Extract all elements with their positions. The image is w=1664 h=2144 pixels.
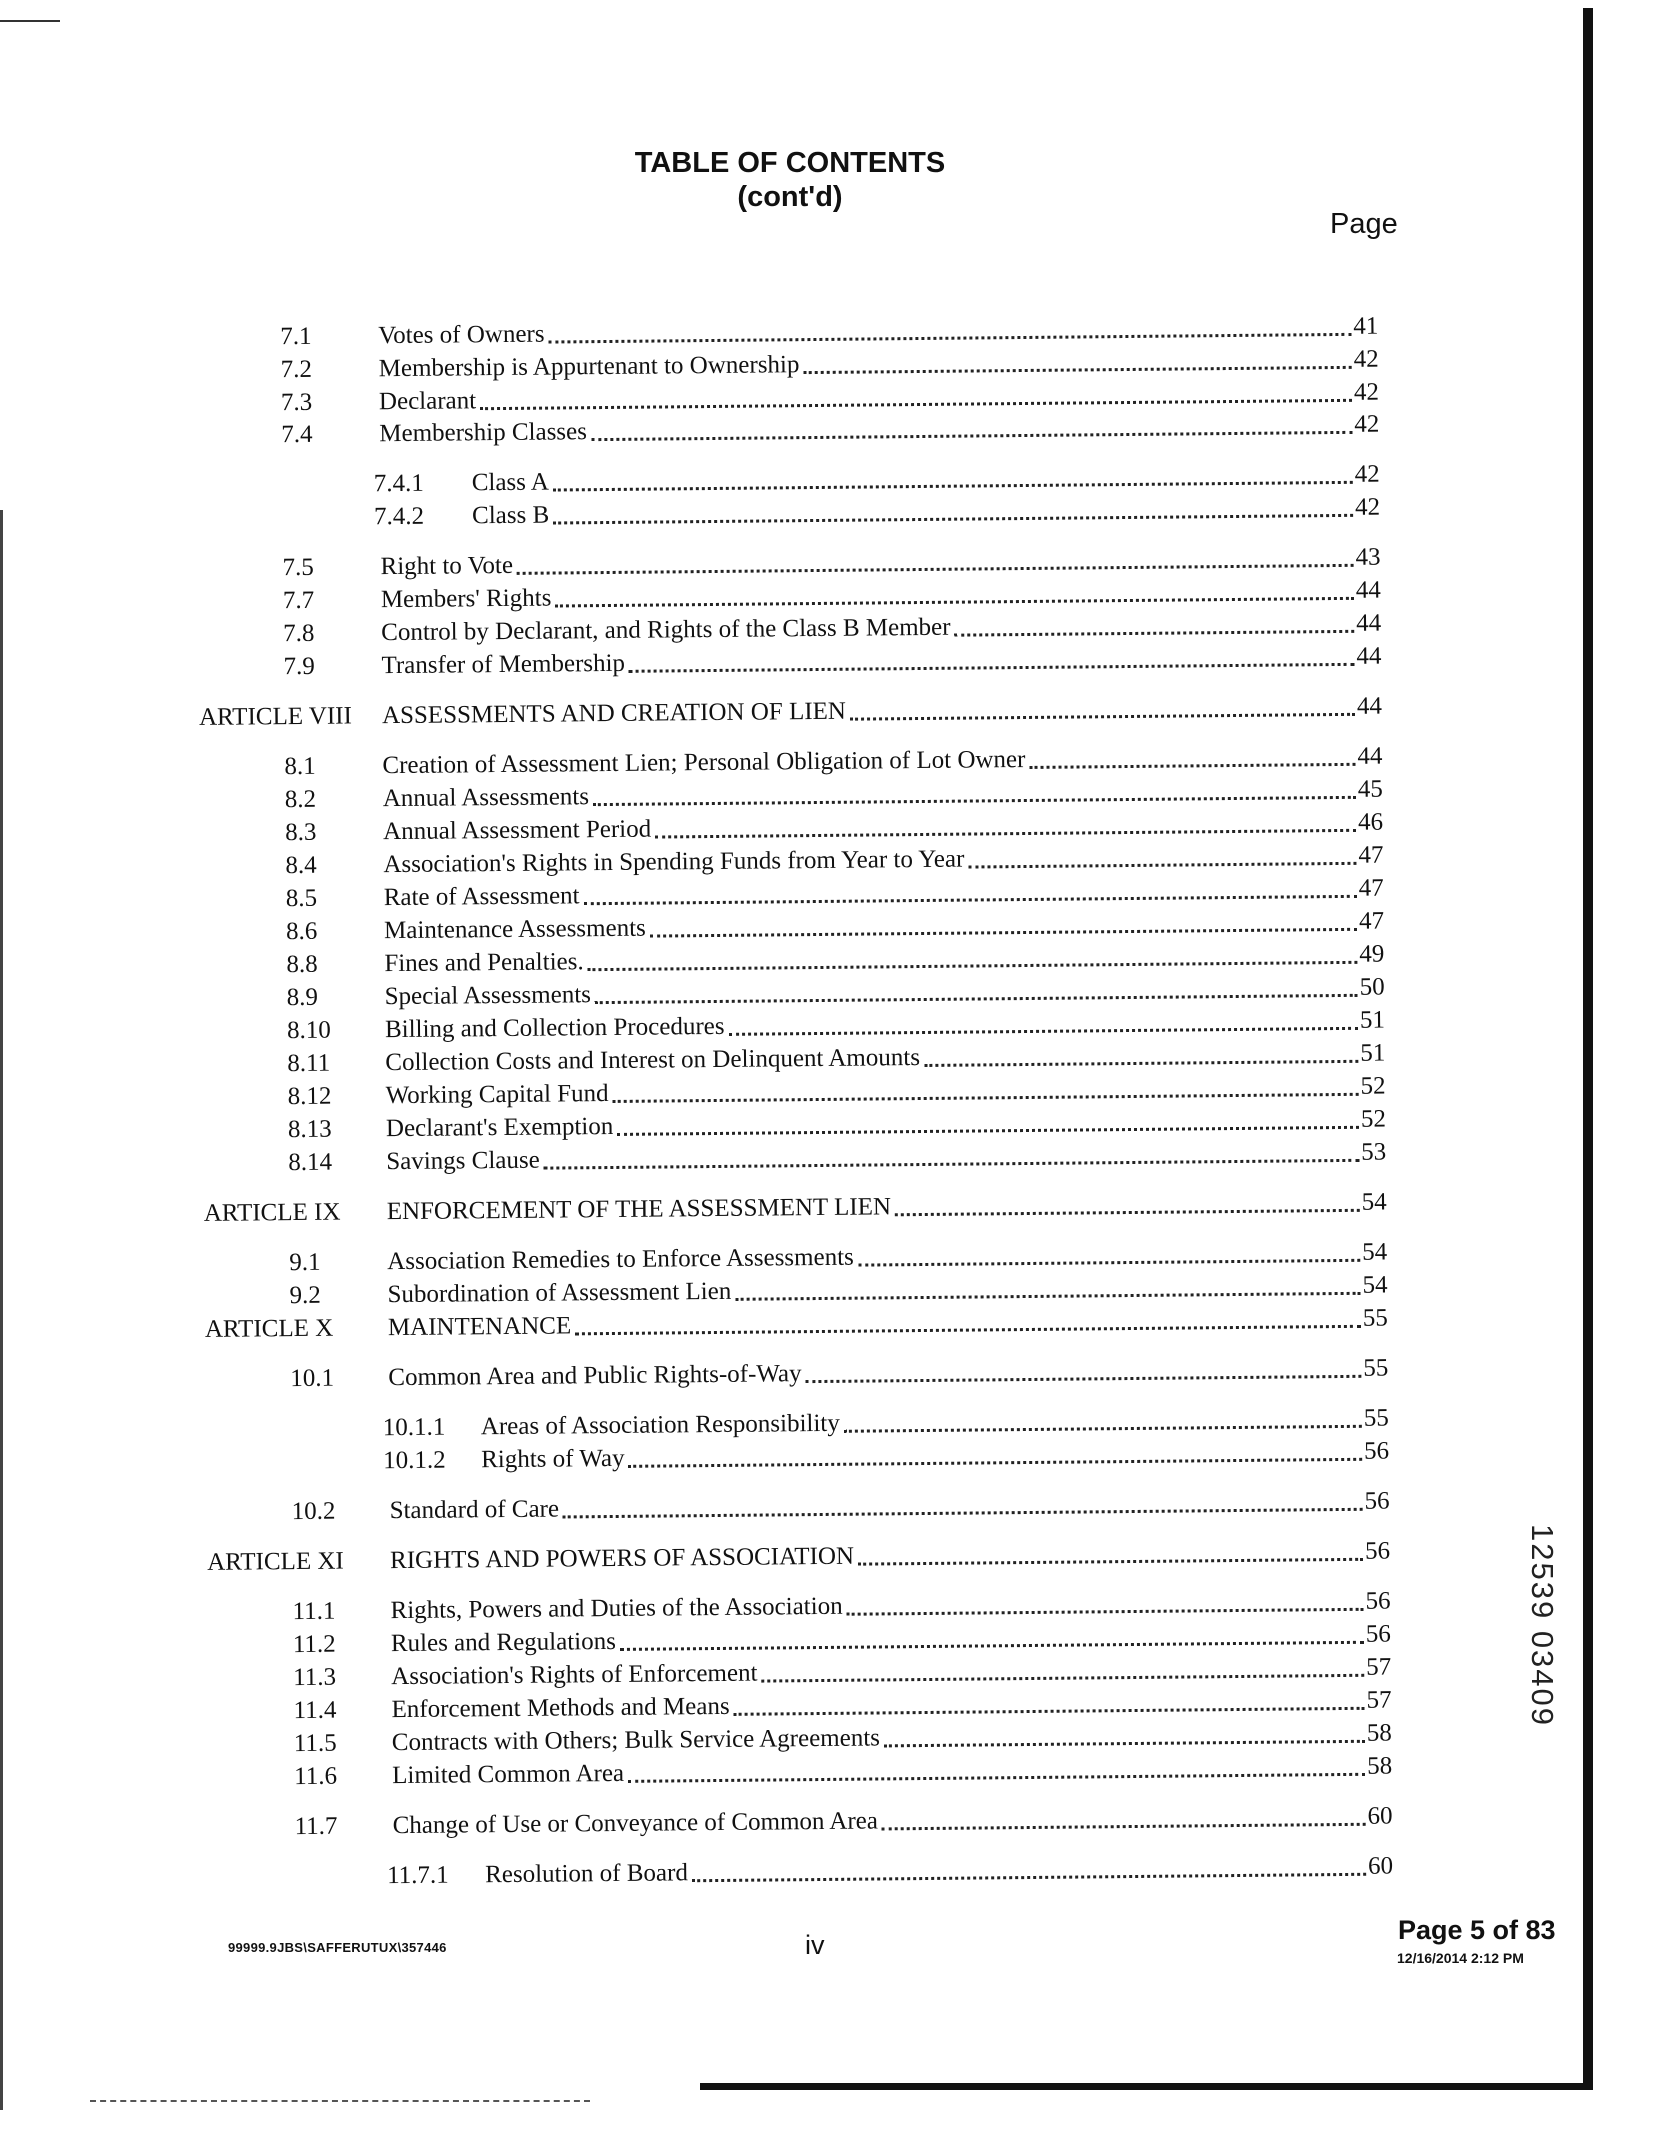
toc-leader-dots: [884, 1739, 1365, 1748]
toc-entry-number: 7.8: [283, 619, 315, 648]
toc-entry-page: 54: [1361, 1188, 1387, 1216]
toc-entry-title: Class A: [471, 468, 550, 497]
toc-entry-number: 7.5: [282, 553, 314, 582]
toc-entry: [295, 1801, 1393, 1844]
toc-entry-title: Enforcement Methods and Means: [391, 1692, 730, 1724]
toc-entry-title: Change of Use or Conveyance of Common Area: [392, 1807, 879, 1840]
toc-entry-page: 55: [1363, 1404, 1389, 1432]
toc-entry: [387, 1851, 1393, 1893]
toc-entry: [207, 1536, 1390, 1579]
toc-entry-page: 41: [1353, 312, 1379, 340]
toc-entry-title: Working Capital Fund: [385, 1080, 609, 1110]
toc-leader-dots: [563, 1507, 1363, 1519]
toc-entry-title: Declarant's Exemption: [385, 1112, 614, 1143]
toc-entry-number: 11.7: [294, 1812, 338, 1841]
toc-entry-title: Subordination of Assessment Lien: [387, 1277, 732, 1309]
toc-entry-page: 47: [1358, 874, 1384, 902]
toc-leader-dots: [850, 712, 1355, 721]
toc-entry-page: 56: [1364, 1537, 1391, 1565]
toc-entry-number: ARTICLE XI: [206, 1547, 344, 1576]
page-column-header: Page: [1330, 208, 1398, 240]
footer-timestamp: 12/16/2014 2:12 PM: [1397, 1950, 1524, 1966]
toc-entry-number: 7.3: [280, 388, 313, 417]
toc-entry-page: 51: [1360, 1039, 1386, 1067]
toc-entry-page: 58: [1366, 1752, 1393, 1780]
toc-entry: [291, 1486, 1389, 1529]
toc-leader-dots: [584, 894, 1357, 905]
toc-entry-title: Transfer of Membership: [381, 649, 626, 680]
toc-entry-title: Maintenance Assessments: [383, 914, 646, 945]
toc-leader-dots: [588, 960, 1358, 971]
toc-entry-page: 44: [1356, 642, 1382, 670]
toc-entry-number: 11.3: [293, 1663, 337, 1692]
toc-leader-dots: [549, 332, 1352, 344]
toc-entry-number: 8.13: [287, 1115, 332, 1144]
toc-entry-title: Rights, Powers and Duties of the Association: [390, 1592, 843, 1625]
toc-leader-dots: [613, 1092, 1359, 1103]
toc-leader-dots: [591, 430, 1352, 441]
toc-entry-title: Association Remedies to Enforce Assessments: [387, 1243, 854, 1276]
toc-entry-number: 10.1.1: [382, 1413, 446, 1442]
toc-leader-dots: [803, 365, 1351, 374]
toc-entry-number: 11.6: [294, 1762, 338, 1791]
toc-entry-page: 50: [1359, 973, 1385, 1001]
toc-entry-title: Fines and Penalties.: [384, 948, 584, 978]
toc-entry: [199, 691, 1382, 734]
toc-entry-number: ARTICLE VIII: [198, 702, 353, 731]
toc-leader-dots: [806, 1374, 1362, 1383]
toc-entry-page: 44: [1355, 576, 1381, 604]
toc-entry-title: Members' Rights: [380, 584, 552, 614]
toc-entry-page: 42: [1354, 493, 1381, 521]
toc-entry-title: Annual Assessment Period: [382, 815, 652, 846]
toc-leader-dots: [895, 1208, 1360, 1216]
toc-entry-page: 42: [1354, 460, 1380, 488]
toc-entry-number: 8.9: [286, 983, 319, 1012]
toc-entry-number: ARTICLE X: [204, 1314, 334, 1343]
toc-entry-page: 49: [1359, 940, 1385, 968]
toc-list: [0, 288, 1400, 1890]
toc-leader-dots: [762, 1673, 1365, 1683]
toc-entry-page: 54: [1362, 1271, 1388, 1299]
toc-entry-number: 8.4: [285, 851, 317, 880]
scan-border-right: [1583, 8, 1593, 2088]
scan-artifact-bottom-left: [90, 2100, 590, 2102]
toc-entry-number: 7.4.2: [373, 502, 425, 531]
toc-entry-number: 11.1: [292, 1597, 336, 1626]
toc-entry-page: 56: [1364, 1487, 1390, 1515]
toc-entry-page: 44: [1356, 692, 1383, 720]
toc-leader-dots: [968, 861, 1356, 869]
toc-entry-title: Savings Clause: [386, 1146, 540, 1176]
toc-entry-page: 42: [1353, 378, 1380, 406]
toc-entry-title: ENFORCEMENT OF THE ASSESSMENT LIEN: [386, 1193, 892, 1226]
toc-leader-dots: [629, 662, 1355, 673]
toc-entry-number: 11.5: [293, 1729, 337, 1758]
toc-entry-title: Right to Vote: [380, 551, 514, 581]
toc-entry-title: ASSESSMENTS AND CREATION OF LIEN: [381, 697, 847, 730]
toc-entry-page: 56: [1363, 1437, 1390, 1465]
toc-leader-dots: [555, 596, 1354, 608]
toc-entry-number: 7.7: [282, 586, 315, 615]
toc-entry-number: 8.14: [288, 1148, 333, 1177]
toc-leader-dots: [729, 1026, 1358, 1036]
toc-entry-page: 47: [1358, 841, 1384, 869]
toc-leader-dots: [924, 1059, 1358, 1067]
footer-document-code: 99999.9JBS\SAFFERUTUX\357446: [228, 1940, 447, 1955]
toc-entry-page: 57: [1366, 1653, 1392, 1681]
footer-page-label: Page 5 of 83: [1398, 1915, 1556, 1945]
toc-entry-number: 8.10: [286, 1016, 331, 1045]
toc-entry-number: 10.1: [290, 1364, 335, 1393]
toc-entry-title: Resolution of Board: [485, 1859, 689, 1889]
toc-entry-number: 8.2: [284, 785, 317, 814]
toc-leader-dots: [955, 629, 1355, 637]
toc-entry-page: 46: [1357, 808, 1384, 836]
toc-entry-page: 57: [1366, 1686, 1392, 1714]
toc-entry-title: Association's Rights in Spending Funds from Year to Year: [383, 845, 965, 879]
toc-entry-number: 7.2: [280, 355, 313, 384]
toc-leader-dots: [575, 1324, 1361, 1336]
toc-entry-title: Declarant: [378, 387, 477, 416]
toc-leader-dots: [544, 1158, 1360, 1170]
toc-entry-number: 8.11: [287, 1049, 331, 1078]
toc-entry-page: 56: [1365, 1587, 1391, 1615]
toc-leader-dots: [480, 398, 1352, 410]
toc-leader-dots: [620, 1640, 1364, 1651]
toc-entry-title: Creation of Assessment Lien; Personal Obligation of Lot Owner: [382, 746, 1026, 780]
toc-leader-dots: [1029, 762, 1355, 769]
toc-entry-title: Billing and Collection Procedures: [384, 1012, 725, 1044]
toc-leader-dots: [517, 563, 1354, 575]
toc-leader-dots: [593, 795, 1356, 806]
toc-entry-title: Annual Assessments: [382, 783, 590, 813]
toc-entry-title: Contracts with Others; Bulk Service Agreements: [391, 1724, 881, 1757]
toc-leader-dots: [629, 1457, 1363, 1468]
toc-entry-page: 55: [1362, 1304, 1388, 1332]
scan-border-bottom: [700, 2083, 1593, 2090]
toc-leader-dots: [735, 1291, 1360, 1301]
toc-entry-number: 8.8: [286, 950, 318, 979]
scan-artifact-left-edge: [0, 510, 3, 2110]
footer-page-roman: iv: [805, 1930, 825, 1960]
toc-title: TABLE OF CONTENTS: [634, 147, 946, 179]
toc-leader-dots: [692, 1872, 1366, 1882]
toc-entry-page: 47: [1358, 907, 1385, 935]
toc-entry-page: 53: [1361, 1138, 1387, 1166]
toc-leader-dots: [882, 1822, 1366, 1831]
toc-entry-title: Collection Costs and Interest on Delinquent Amounts: [385, 1044, 921, 1077]
toc-entry-number: 9.1: [289, 1248, 321, 1277]
toc-entry-number: 7.4: [281, 420, 313, 449]
toc-leader-dots: [844, 1424, 1362, 1433]
toc-entry-page: 44: [1356, 609, 1382, 637]
toc-entry-title: Standard of Care: [389, 1495, 560, 1525]
toc-subtitle: (cont'd): [737, 181, 843, 213]
toc-leader-dots: [858, 1557, 1363, 1566]
toc-leader-dots: [847, 1607, 1364, 1616]
toc-entry-page: 60: [1367, 1852, 1394, 1880]
toc-entry-title: RIGHTS AND POWERS OF ASSOCIATION: [389, 1542, 855, 1575]
toc-entry-title: Areas of Association Responsibility: [480, 1409, 840, 1441]
toc-leader-dots: [858, 1258, 1360, 1267]
toc-entry: [204, 1187, 1387, 1230]
toc-leader-dots: [734, 1706, 1365, 1716]
toc-entry-number: 8.1: [284, 752, 316, 781]
toc-entry-number: 7.1: [280, 322, 312, 351]
toc-entry-page: 42: [1354, 410, 1380, 438]
toc-entry-title: Membership Classes: [379, 418, 588, 448]
toc-leader-dots: [553, 513, 1353, 525]
toc-entry-title: Association's Rights of Enforcement: [391, 1659, 758, 1691]
toc-entry-title: Limited Common Area: [392, 1759, 625, 1790]
toc-entry-page: 43: [1355, 543, 1381, 571]
toc-leader-dots: [595, 993, 1358, 1004]
toc-entry-number: 11.4: [293, 1696, 337, 1725]
toc-entry: [290, 1353, 1388, 1396]
toc-entry-title: Rights of Way: [481, 1444, 625, 1474]
toc-entry-page: 51: [1359, 1006, 1386, 1034]
toc-heading: [0, 146, 1580, 214]
toc-entry-page: 60: [1367, 1802, 1393, 1830]
toc-entry-number: 10.2: [291, 1497, 336, 1526]
toc-entry-page: 42: [1353, 345, 1379, 373]
toc-entry-page: 45: [1357, 775, 1383, 803]
toc-leader-dots: [650, 927, 1357, 938]
toc-entry-page: 54: [1362, 1238, 1388, 1266]
toc-entry-page: 55: [1363, 1354, 1389, 1382]
toc-entry-number: 8.3: [284, 818, 317, 847]
toc-entry-number: 11.7.1: [387, 1861, 449, 1890]
recording-stamp: 12539 03409: [1525, 1524, 1560, 1728]
toc-entry-title: Rate of Assessment: [383, 882, 580, 912]
toc-entry-number: 7.9: [283, 652, 315, 681]
toc-entry-title: Special Assessments: [384, 981, 592, 1011]
toc-entry-number: 7.4.1: [373, 469, 424, 498]
toc-entry-number: 8.6: [285, 917, 318, 946]
toc-entry-page: 56: [1365, 1620, 1391, 1648]
toc-entry-number: 10.1.2: [383, 1446, 446, 1475]
toc-leader-dots: [628, 1772, 1365, 1783]
toc-leader-dots: [655, 828, 1356, 839]
toc-entry-title: Rules and Regulations: [390, 1627, 617, 1658]
toc-entry-title: Votes of Owners: [378, 320, 545, 350]
toc-entry-number: ARTICLE IX: [203, 1198, 341, 1227]
toc-entry-number: 8.12: [287, 1082, 332, 1111]
toc-leader-dots: [553, 480, 1353, 492]
toc-entry-title: Common Area and Public Rights-of-Way: [388, 1360, 802, 1392]
toc-entry-page: 52: [1360, 1072, 1386, 1100]
scan-artifact-top-left: [0, 20, 60, 22]
toc-entry-page: 58: [1366, 1719, 1392, 1747]
toc-entry-number: 9.2: [289, 1281, 321, 1310]
toc-entry-page: 44: [1357, 742, 1383, 770]
toc-entry-number: 11.2: [292, 1630, 336, 1659]
toc-entry-number: 8.5: [285, 884, 318, 913]
toc-entry-page: 52: [1360, 1105, 1387, 1133]
toc-leader-dots: [617, 1125, 1359, 1136]
toc-entry-title: Control by Declarant, and Rights of the Class B Member: [381, 613, 951, 647]
toc-entry-title: Membership is Appurtenant to Ownership: [378, 351, 800, 383]
toc-entry-title: Class B: [471, 501, 550, 530]
toc-entry-title: MAINTENANCE: [387, 1312, 572, 1342]
